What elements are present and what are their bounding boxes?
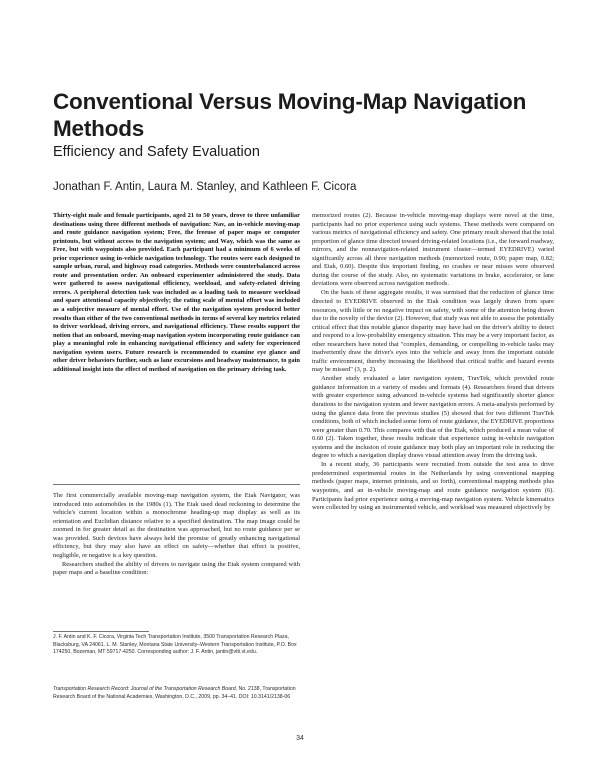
- paper-subtitle: Efficiency and Safety Evaluation: [53, 144, 260, 160]
- right-column-body: [312, 212, 554, 513]
- author-affiliation-footnote: J. F. Antin and K. F. Cicora, Virginia Tech Transportation Institute, 3500 Transportation Research Plaza, Blacksburg, VA 24061. L. M. Stanley, Montana State University–Western Transportation Institute, P.O. Box 174250, Bozeman, MT 59717-4250. Corresponding author: J. F. Antin, jantin@vtti.vt.edu.: [53, 634, 297, 656]
- body-paragraph: memorized routes (2). Because in-vehicle moving-map displays were novel at the time, participants had no prior experience using such systems. These methods were compared on various metrics of navigational efficiency and safety. One primary result showed that the total proportion of glance time directed toward driving-related locations (i.e., the forward roadway, mirrors, and the nonnavigation-related instrument cluster—termed EYEDRIVE) varied significantly across all three navigation methods (memorized route, 0.90; paper map, 0.82; and Etak, 0.60). Despite this important finding, no crashes or near misses were observed during the course of the study. Also, no systematic variations in brake, accelerator, or lane deviations were observed across navigation methods.: [312, 212, 554, 288]
- body-paragraph: Another study evaluated a later navigation system, TravTek, which provided route guidance information in a variety of modes and formats (4). Researchers found that drivers with greater experience using advanced in-vehicle systems had significantly shorter glance durations to the navigation system and fewer navigation errors. A meta-analysis performed by using the glance data from the previous studies (5) showed that for two different TravTek conditions, both of which included some form of route guidance, the EYEDRIVE proportions were greater than 0.70. This compares with that of the Etak, which produced a mean value of 0.60 (2). Taken together, these results indicate that experience using in-vehicle navigation systems and the inclusion of route guidance may both play an important role in reducing the degree to which a navigation display draws visual attention away from the driving task.: [312, 375, 554, 460]
- left-column-body: [53, 492, 300, 578]
- footnote-divider: [53, 631, 149, 632]
- body-paragraph: On the basis of these aggregate results, it was surmised that the reduction of glance time directed to EYEDRIVE observed in the Etak condition was largely drawn from spare resources, with little or no negative impact on safety, with some of the attention being drawn due to the novelty of the device (2). However, that study was not able to assess the potentially critical effect that this notable glance disparity may have had on the driver's ability to detect and respond to a low-probability emergency situation. This may be a very important factor, as other researchers have noted that "complex, demanding, or compelling in-vehicle tasks may inadvertently draw the driver's eyes into the vehicle and away from the important outside traffic environment, thereby increasing the likelihood that critical traffic and hazard events may be missed" (3, p. 2).: [312, 289, 554, 374]
- abstract: Thirty-eight male and female participants, aged 21 to 50 years, drove to three unfamiliar destinations using three different methods of navigation: Nav, an in-vehicle moving-map and route guidance navigation system; Free, the freeuse of paper maps or computer printouts, but without access to the navigation system; and Way, which was the same as Free, but with waypoints also provided. Each participant had a minimum of 6 weeks of prior experience using in-vehicle navigation technology. The routes were each designed to sample urban, rural, and highway road categories. Methods were counterbalanced across route and presentation order. An onboard experimenter administered the study. Data were gathered to assess navigational efficiency, workload, and safety-related driving errors. A peripheral detection task was included as a loading task to measure workload and spare attentional capacity objectively; the rating scale of mental effort was included as a subjective measure of mental effort. Use of the navigation system produced better results than either of the two conventional methods in terms of several key metrics related to driver workload, driving errors, and navigational efficiency. These results support the notion that an onboard, moving-map navigation system incorporating route guidance can play a meaningful role in enhancing navigational efficiency and safety for experienced navigation system users. Future research is recommended to examine eye glance and other driver behaviors further, such as lane excursions and headway maintenance, to gain additional insight into the effect of method of navigation on the primary driving task.: [53, 212, 300, 373]
- paper-title: Conventional Versus Moving-Map Navigation Methods: [53, 89, 527, 141]
- page-number: 34: [296, 735, 304, 742]
- body-paragraph: Researchers studied the ability of drivers to navigate using the Etak system compared with paper maps and a baseline condition:: [53, 560, 300, 577]
- journal-details: No. 2138, Transportation Research Board of the National Academies, Washington, D.C., 2009, pp. 34–41. DOI: 10.3141/2138-06: [53, 686, 296, 700]
- author-list: Jonathan F. Antin, Laura M. Stanley, and Kathleen F. Cicora: [53, 181, 357, 193]
- body-paragraph: The first commercially available moving-map navigation system, the Etak Navigator, was introduced into automobiles in the 1980s (1). The Etak used dead reckoning to determine the vehicle's current location within a monochrome heading-up map display as well as its orientation and Euclidian distance relative to a specified destination. The map image could be zoomed in for greater detail as the destination was approached, but no route guidance per se was provided. Such devices have always held the promise of greatly enhancing navigational efficiency, but they may also have an effect on safety—whether that effect is positive, negligible, or negative is a key question.: [53, 492, 300, 559]
- journal-name: Transportation Research Record: Journal of the Transportation Research Board,: [53, 686, 238, 692]
- abstract-divider: [53, 484, 300, 485]
- journal-citation: [53, 686, 300, 701]
- body-paragraph: In a recent study, 36 participants were recruited from outside the test area to drive predetermined experimental routes in the Netherlands by using conventional mapping methods (paper maps, internet printouts, and so forth), conventional mapping methods plus waypoints, and an in-vehicle moving-map and route guidance navigation system (6). Participants had prior experience using a moving-map navigation system. Vehicle kinematics were collected by using an instrumented vehicle, and workload was measured objectively by: [312, 461, 554, 512]
